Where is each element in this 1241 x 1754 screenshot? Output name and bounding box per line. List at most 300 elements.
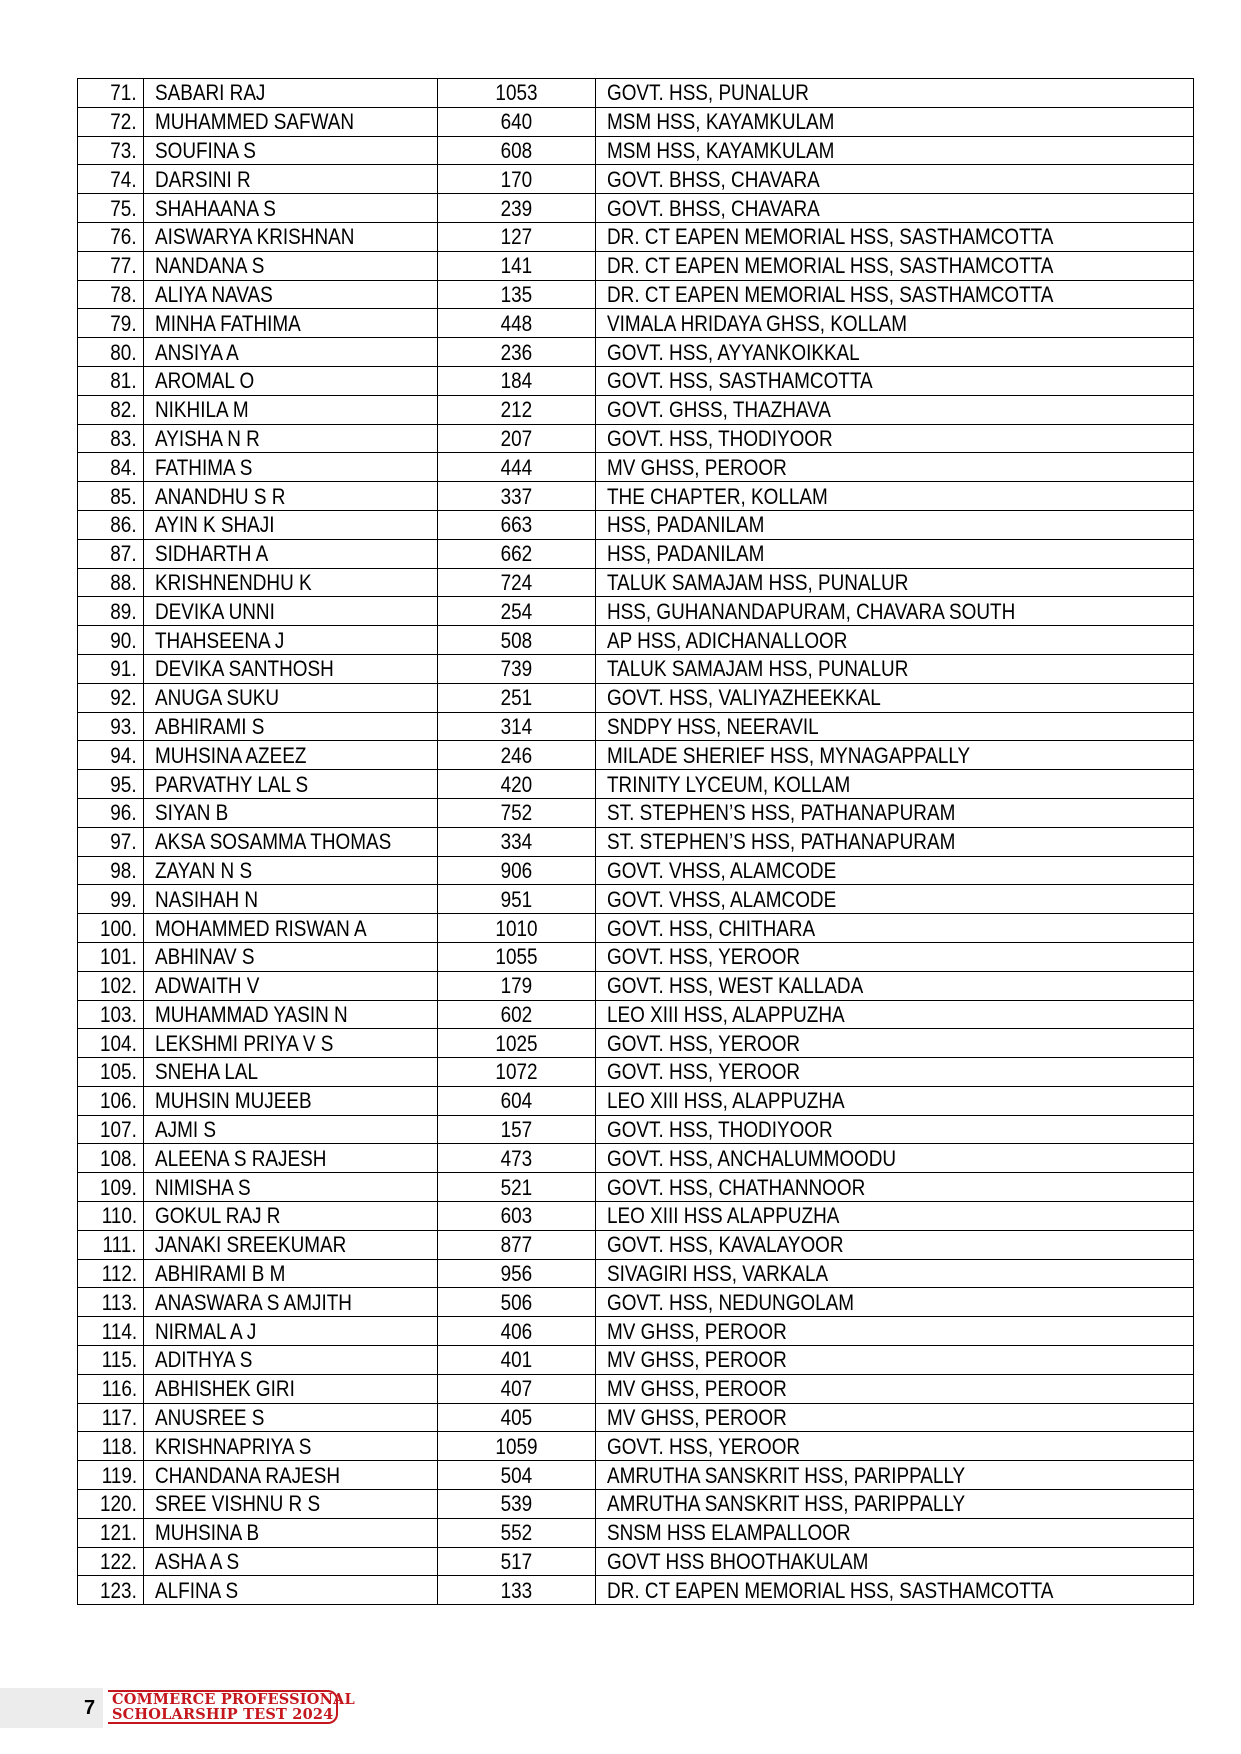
- school-name-cell-text: MV GHSS, PEROOR: [607, 1347, 787, 1373]
- page-number: 7: [84, 1697, 96, 1719]
- roll-number-cell-text: 724: [500, 569, 533, 595]
- roll-number-cell: [438, 395, 596, 424]
- serial-number-cell-text: 73.: [110, 137, 137, 163]
- student-name-cell-text: DARSINI R: [155, 166, 251, 192]
- school-name-cell: [596, 942, 1194, 971]
- serial-number-cell-text: 110.: [101, 1203, 137, 1229]
- serial-number-cell: [78, 366, 144, 395]
- student-name-cell-text: ABHIRAMI B M: [155, 1261, 286, 1287]
- student-name-cell: [144, 942, 438, 971]
- school-name-cell-text: VIMALA HRIDAYA GHSS, KOLLAM: [607, 310, 908, 336]
- roll-number-cell-text: 157: [500, 1117, 533, 1143]
- school-name-cell-text: HSS, PADANILAM: [607, 512, 765, 538]
- roll-number-cell: [438, 1547, 596, 1576]
- student-name-cell-text: LEKSHMI PRIYA V S: [155, 1030, 334, 1056]
- serial-number-cell-text: 109.: [100, 1174, 137, 1200]
- roll-number-cell: [438, 712, 596, 741]
- serial-number-cell: [78, 1086, 144, 1115]
- student-name-cell-text: ASHA A S: [155, 1549, 240, 1575]
- serial-number-cell: [78, 539, 144, 568]
- roll-number-cell: [438, 539, 596, 568]
- table-row: [78, 1547, 1194, 1576]
- roll-number-cell-text: 170: [500, 166, 533, 192]
- student-name-cell-text: MUHAMMAD YASIN N: [155, 1001, 348, 1027]
- serial-number-cell: [78, 597, 144, 626]
- serial-number-cell: [78, 136, 144, 165]
- serial-number-cell-text: 89.: [110, 598, 137, 624]
- roll-number-cell-text: 251: [500, 685, 533, 711]
- roll-number-cell-text: 337: [500, 483, 533, 509]
- student-name-cell-text: ANANDHU S R: [155, 483, 286, 509]
- student-name-cell-text: AYISHA N R: [155, 425, 260, 451]
- student-name-cell-text: ANASWARA S AMJITH: [155, 1289, 352, 1315]
- roll-number-cell: [438, 280, 596, 309]
- roll-number-cell: [438, 136, 596, 165]
- serial-number-cell-text: 100.: [100, 915, 137, 941]
- table-row: [78, 424, 1194, 453]
- table-row: [78, 741, 1194, 770]
- student-name-cell-text: NIKHILA M: [155, 397, 249, 423]
- roll-number-cell: [438, 482, 596, 511]
- school-name-cell: [596, 222, 1194, 251]
- table-row: [78, 770, 1194, 799]
- roll-number-cell-text: 141: [500, 253, 533, 279]
- table-row: [78, 1518, 1194, 1547]
- serial-number-cell-text: 105.: [100, 1059, 137, 1085]
- school-name-cell-text: GOVT. HSS, YEROOR: [607, 1433, 801, 1459]
- school-name-cell-text: GOVT. HSS, CHITHARA: [607, 915, 816, 941]
- student-name-cell: [144, 1144, 438, 1173]
- serial-number-cell-text: 94.: [110, 742, 137, 768]
- roll-number-cell-text: 602: [500, 1001, 533, 1027]
- serial-number-cell-text: 76.: [110, 224, 137, 250]
- school-name-cell-text: GOVT. HSS, YEROOR: [607, 1030, 801, 1056]
- serial-number-cell: [78, 395, 144, 424]
- table-row: [78, 395, 1194, 424]
- serial-number-cell-text: 91.: [110, 656, 137, 682]
- student-name-cell-text: ABHIRAMI S: [155, 713, 265, 739]
- student-name-cell-text: NANDANA S: [155, 253, 265, 279]
- student-name-cell: [144, 654, 438, 683]
- school-name-cell: [596, 338, 1194, 367]
- school-name-cell-text: ST. STEPHEN’S HSS, PATHANAPURAM: [607, 800, 956, 826]
- table-row: [78, 568, 1194, 597]
- table-row: [78, 280, 1194, 309]
- roll-number-cell-text: 212: [500, 397, 533, 423]
- serial-number-cell-text: 74.: [110, 166, 137, 192]
- roll-number-cell-text: 552: [500, 1520, 533, 1546]
- roll-number-cell-text: 254: [500, 598, 533, 624]
- student-name-cell: [144, 136, 438, 165]
- serial-number-cell: [78, 1115, 144, 1144]
- school-name-cell: [596, 770, 1194, 799]
- roll-number-cell-text: 314: [500, 713, 533, 739]
- serial-number-cell-text: 112.: [101, 1261, 137, 1287]
- school-name-cell-text: DR. CT EAPEN MEMORIAL HSS, SASTHAMCOTTA: [607, 281, 1054, 307]
- student-name-cell-text: MUHSINA AZEEZ: [155, 742, 307, 768]
- student-name-cell-text: GOKUL RAJ R: [155, 1203, 281, 1229]
- serial-number-cell: [78, 280, 144, 309]
- roll-number-cell: [438, 798, 596, 827]
- student-name-cell-text: ANUSREE S: [155, 1405, 265, 1431]
- roll-number-cell-text: 663: [500, 512, 533, 538]
- student-name-cell: [144, 107, 438, 136]
- student-name-cell-text: ABHISHEK GIRI: [155, 1376, 295, 1402]
- student-name-cell: [144, 194, 438, 223]
- school-name-cell: [596, 654, 1194, 683]
- student-name-cell: [144, 1115, 438, 1144]
- table-row: [78, 914, 1194, 943]
- student-name-cell-text: MINHA FATHIMA: [155, 310, 301, 336]
- school-name-cell-text: AP HSS, ADICHANALLOOR: [607, 627, 848, 653]
- roll-number-cell-text: 448: [500, 310, 533, 336]
- student-name-cell-text: SIDHARTH A: [155, 541, 269, 567]
- serial-number-cell: [78, 741, 144, 770]
- roll-number-cell-text: 420: [500, 771, 533, 797]
- student-name-cell-text: SNEHA LAL: [155, 1059, 259, 1085]
- school-name-cell: [596, 683, 1194, 712]
- school-name-cell-text: GOVT. VHSS, ALAMCODE: [607, 886, 837, 912]
- serial-number-cell: [78, 1288, 144, 1317]
- table-row: [78, 626, 1194, 655]
- school-name-cell: [596, 626, 1194, 655]
- serial-number-cell: [78, 194, 144, 223]
- roll-number-cell-text: 1053: [495, 80, 538, 106]
- table-row: [78, 1576, 1194, 1605]
- roll-number-cell: [438, 1230, 596, 1259]
- student-name-cell: [144, 222, 438, 251]
- serial-number-cell-text: 119.: [101, 1462, 137, 1488]
- serial-number-cell-text: 123.: [100, 1577, 137, 1603]
- roll-number-cell: [438, 914, 596, 943]
- table-row: [78, 827, 1194, 856]
- serial-number-cell-text: 77.: [110, 253, 137, 279]
- student-name-cell: [144, 1259, 438, 1288]
- roll-number-cell-text: 521: [500, 1174, 533, 1200]
- roll-number-cell: [438, 424, 596, 453]
- school-name-cell-text: DR. CT EAPEN MEMORIAL HSS, SASTHAMCOTTA: [607, 253, 1054, 279]
- school-name-cell-text: DR. CT EAPEN MEMORIAL HSS, SASTHAMCOTTA: [607, 224, 1054, 250]
- serial-number-cell-text: 78.: [110, 281, 137, 307]
- student-name-cell-text: CHANDANA RAJESH: [155, 1462, 341, 1488]
- school-name-cell: [596, 971, 1194, 1000]
- student-name-cell: [144, 971, 438, 1000]
- serial-number-cell: [78, 424, 144, 453]
- brand-logo-line2: SCHOLARSHIP TEST 2024: [112, 1706, 334, 1723]
- table-row: [78, 222, 1194, 251]
- school-name-cell: [596, 1115, 1194, 1144]
- serial-number-cell: [78, 1461, 144, 1490]
- student-name-cell: [144, 568, 438, 597]
- serial-number-cell-text: 114.: [101, 1318, 137, 1344]
- table-row: [78, 1490, 1194, 1519]
- results-table: [77, 78, 1194, 1605]
- roll-number-cell-text: 401: [500, 1347, 533, 1373]
- school-name-cell: [596, 453, 1194, 482]
- table-row: [78, 1202, 1194, 1231]
- table-row: [78, 654, 1194, 683]
- school-name-cell-text: SIVAGIRI HSS, VARKALA: [607, 1261, 829, 1287]
- school-name-cell-text: GOVT. VHSS, ALAMCODE: [607, 857, 837, 883]
- student-name-cell: [144, 1403, 438, 1432]
- serial-number-cell: [78, 971, 144, 1000]
- school-name-cell-text: GOVT. BHSS, CHAVARA: [607, 195, 820, 221]
- roll-number-cell-text: 603: [500, 1203, 533, 1229]
- school-name-cell-text: HSS, PADANILAM: [607, 541, 765, 567]
- table-row: [78, 453, 1194, 482]
- table-row: [78, 1461, 1194, 1490]
- serial-number-cell-text: 118.: [101, 1433, 137, 1459]
- roll-number-cell: [438, 338, 596, 367]
- school-name-cell-text: ST. STEPHEN’S HSS, PATHANAPURAM: [607, 829, 956, 855]
- roll-number-cell: [438, 1288, 596, 1317]
- roll-number-cell: [438, 1403, 596, 1432]
- student-name-cell-text: SREE VISHNU R S: [155, 1491, 321, 1517]
- roll-number-cell-text: 1025: [495, 1030, 538, 1056]
- serial-number-cell: [78, 338, 144, 367]
- serial-number-cell-text: 120.: [100, 1491, 137, 1517]
- roll-number-cell: [438, 1086, 596, 1115]
- table-row: [78, 1374, 1194, 1403]
- roll-number-cell: [438, 1374, 596, 1403]
- student-name-cell-text: ADITHYA S: [155, 1347, 253, 1373]
- serial-number-cell: [78, 1518, 144, 1547]
- roll-number-cell: [438, 222, 596, 251]
- serial-number-cell-text: 117.: [101, 1405, 137, 1431]
- school-name-cell-text: GOVT HSS BHOOTHAKULAM: [607, 1549, 869, 1575]
- student-name-cell-text: PARVATHY LAL S: [155, 771, 309, 797]
- roll-number-cell: [438, 885, 596, 914]
- student-name-cell: [144, 1547, 438, 1576]
- student-name-cell: [144, 1202, 438, 1231]
- roll-number-cell-text: 1059: [495, 1433, 538, 1459]
- serial-number-cell: [78, 914, 144, 943]
- student-name-cell-text: AISWARYA KRISHNAN: [155, 224, 355, 250]
- school-name-cell: [596, 1202, 1194, 1231]
- roll-number-cell: [438, 683, 596, 712]
- table-row: [78, 712, 1194, 741]
- serial-number-cell: [78, 79, 144, 108]
- school-name-cell: [596, 885, 1194, 914]
- table-row: [78, 165, 1194, 194]
- student-name-cell-text: ALFINA S: [155, 1577, 239, 1603]
- school-name-cell-text: MV GHSS, PEROOR: [607, 1376, 787, 1402]
- school-name-cell: [596, 136, 1194, 165]
- serial-number-cell: [78, 827, 144, 856]
- serial-number-cell-text: 75.: [110, 195, 137, 221]
- table-row: [78, 366, 1194, 395]
- table-row: [78, 1317, 1194, 1346]
- serial-number-cell-text: 107.: [100, 1117, 137, 1143]
- roll-number-cell: [438, 770, 596, 799]
- student-name-cell: [144, 510, 438, 539]
- serial-number-cell: [78, 107, 144, 136]
- serial-number-cell: [78, 654, 144, 683]
- student-name-cell-text: AYIN K SHAJI: [155, 512, 275, 538]
- serial-number-cell-text: 103.: [100, 1001, 137, 1027]
- serial-number-cell-text: 101.: [100, 944, 137, 970]
- student-name-cell: [144, 683, 438, 712]
- school-name-cell: [596, 251, 1194, 280]
- school-name-cell-text: GOVT. HSS, YEROOR: [607, 1059, 801, 1085]
- school-name-cell-text: GOVT. HSS, NEDUNGOLAM: [607, 1289, 855, 1315]
- serial-number-cell: [78, 1029, 144, 1058]
- school-name-cell: [596, 510, 1194, 539]
- serial-number-cell: [78, 1000, 144, 1029]
- brand-logo-line1: COMMERCE PROFESSIONAL: [112, 1691, 355, 1708]
- student-name-cell: [144, 1490, 438, 1519]
- serial-number-cell-text: 85.: [110, 483, 137, 509]
- roll-number-cell: [438, 1173, 596, 1202]
- roll-number-cell: [438, 510, 596, 539]
- student-name-cell-text: NASIHAH N: [155, 886, 259, 912]
- student-name-cell-text: THAHSEENA J: [155, 627, 285, 653]
- roll-number-cell-text: 877: [500, 1232, 533, 1258]
- school-name-cell-text: AMRUTHA SANSKRIT HSS, PARIPPALLY: [607, 1491, 966, 1517]
- student-name-cell: [144, 1058, 438, 1087]
- serial-number-cell-text: 84.: [110, 454, 137, 480]
- serial-number-cell: [78, 222, 144, 251]
- roll-number-cell-text: 539: [500, 1491, 533, 1517]
- table-row: [78, 1403, 1194, 1432]
- school-name-cell-text: AMRUTHA SANSKRIT HSS, PARIPPALLY: [607, 1462, 966, 1488]
- serial-number-cell: [78, 453, 144, 482]
- serial-number-cell-text: 72.: [110, 109, 137, 135]
- school-name-cell: [596, 1086, 1194, 1115]
- school-name-cell: [596, 568, 1194, 597]
- school-name-cell: [596, 1317, 1194, 1346]
- school-name-cell-text: GOVT. HSS, WEST KALLADA: [607, 973, 864, 999]
- table-row: [78, 1346, 1194, 1375]
- serial-number-cell-text: 121.: [100, 1520, 137, 1546]
- roll-number-cell: [438, 1346, 596, 1375]
- table-row: [78, 251, 1194, 280]
- table-row: [78, 482, 1194, 511]
- table-row: [78, 885, 1194, 914]
- serial-number-cell-text: 71.: [110, 80, 137, 106]
- school-name-cell-text: TRINITY LYCEUM, KOLLAM: [607, 771, 851, 797]
- serial-number-cell: [78, 798, 144, 827]
- serial-number-cell: [78, 683, 144, 712]
- student-name-cell-text: AKSA SOSAMMA THOMAS: [155, 829, 392, 855]
- school-name-cell-text: LEO XIII HSS, ALAPPUZHA: [607, 1088, 845, 1114]
- table-row: [78, 1288, 1194, 1317]
- roll-number-cell: [438, 971, 596, 1000]
- roll-number-cell: [438, 654, 596, 683]
- table-row: [78, 1086, 1194, 1115]
- roll-number-cell: [438, 251, 596, 280]
- serial-number-cell-text: 97.: [110, 829, 137, 855]
- school-name-cell: [596, 1346, 1194, 1375]
- serial-number-cell: [78, 510, 144, 539]
- student-name-cell: [144, 597, 438, 626]
- school-name-cell-text: DR. CT EAPEN MEMORIAL HSS, SASTHAMCOTTA: [607, 1577, 1054, 1603]
- school-name-cell: [596, 798, 1194, 827]
- school-name-cell: [596, 366, 1194, 395]
- serial-number-cell-text: 92.: [110, 685, 137, 711]
- roll-number-cell-text: 236: [500, 339, 533, 365]
- serial-number-cell-text: 115.: [101, 1347, 137, 1373]
- student-name-cell: [144, 165, 438, 194]
- student-name-cell: [144, 1461, 438, 1490]
- school-name-cell: [596, 1029, 1194, 1058]
- table-row: [78, 856, 1194, 885]
- school-name-cell-text: GOVT. HSS, KAVALAYOOR: [607, 1232, 844, 1258]
- student-name-cell-text: JANAKI SREEKUMAR: [155, 1232, 347, 1258]
- table-row: [78, 798, 1194, 827]
- serial-number-cell: [78, 1432, 144, 1461]
- student-name-cell-text: ABHINAV S: [155, 944, 255, 970]
- student-name-cell-text: SHAHAANA S: [155, 195, 276, 221]
- school-name-cell-text: MV GHSS, PEROOR: [607, 1318, 787, 1344]
- student-name-cell-text: FATHIMA S: [155, 454, 253, 480]
- school-name-cell: [596, 1576, 1194, 1605]
- roll-number-cell-text: 604: [500, 1088, 533, 1114]
- school-name-cell: [596, 1173, 1194, 1202]
- school-name-cell-text: GOVT. HSS, ANCHALUMMOODU: [607, 1145, 897, 1171]
- school-name-cell: [596, 280, 1194, 309]
- roll-number-cell-text: 179: [500, 973, 533, 999]
- serial-number-cell: [78, 1317, 144, 1346]
- serial-number-cell-text: 83.: [110, 425, 137, 451]
- roll-number-cell-text: 504: [500, 1462, 533, 1488]
- student-name-cell-text: AROMAL O: [155, 368, 255, 394]
- school-name-cell-text: MSM HSS, KAYAMKULAM: [607, 109, 835, 135]
- roll-number-cell: [438, 1058, 596, 1087]
- roll-number-cell-text: 239: [500, 195, 533, 221]
- roll-number-cell: [438, 1029, 596, 1058]
- roll-number-cell-text: 246: [500, 742, 533, 768]
- student-name-cell-text: MUHAMMED SAFWAN: [155, 109, 355, 135]
- student-name-cell: [144, 251, 438, 280]
- serial-number-cell: [78, 712, 144, 741]
- roll-number-cell: [438, 309, 596, 338]
- serial-number-cell: [78, 1374, 144, 1403]
- serial-number-cell: [78, 1346, 144, 1375]
- student-name-cell: [144, 338, 438, 367]
- serial-number-cell-text: 87.: [110, 541, 137, 567]
- school-name-cell: [596, 1230, 1194, 1259]
- school-name-cell: [596, 741, 1194, 770]
- student-name-cell-text: SOUFINA S: [155, 137, 256, 163]
- serial-number-cell-text: 116.: [101, 1376, 137, 1402]
- roll-number-cell-text: 517: [500, 1549, 533, 1575]
- table-row: [78, 1029, 1194, 1058]
- student-name-cell: [144, 309, 438, 338]
- table-row: [78, 1259, 1194, 1288]
- student-name-cell: [144, 395, 438, 424]
- serial-number-cell: [78, 1547, 144, 1576]
- school-name-cell: [596, 597, 1194, 626]
- school-name-cell-text: SNSM HSS ELAMPALLOOR: [607, 1520, 851, 1546]
- school-name-cell: [596, 1058, 1194, 1087]
- serial-number-cell-text: 102.: [100, 973, 137, 999]
- serial-number-cell: [78, 770, 144, 799]
- roll-number-cell-text: 406: [500, 1318, 533, 1344]
- school-name-cell: [596, 1374, 1194, 1403]
- student-name-cell-text: SIYAN B: [155, 800, 229, 826]
- table-row: [78, 79, 1194, 108]
- school-name-cell-text: GOVT. HSS, CHATHANNOOR: [607, 1174, 866, 1200]
- student-name-cell: [144, 798, 438, 827]
- roll-number-cell-text: 752: [500, 800, 533, 826]
- student-name-cell-text: MUHSIN MUJEEB: [155, 1088, 312, 1114]
- roll-number-cell-text: 133: [500, 1577, 533, 1603]
- serial-number-cell: [78, 1144, 144, 1173]
- table-row: [78, 1058, 1194, 1087]
- roll-number-cell-text: 956: [500, 1261, 533, 1287]
- roll-number-cell: [438, 1144, 596, 1173]
